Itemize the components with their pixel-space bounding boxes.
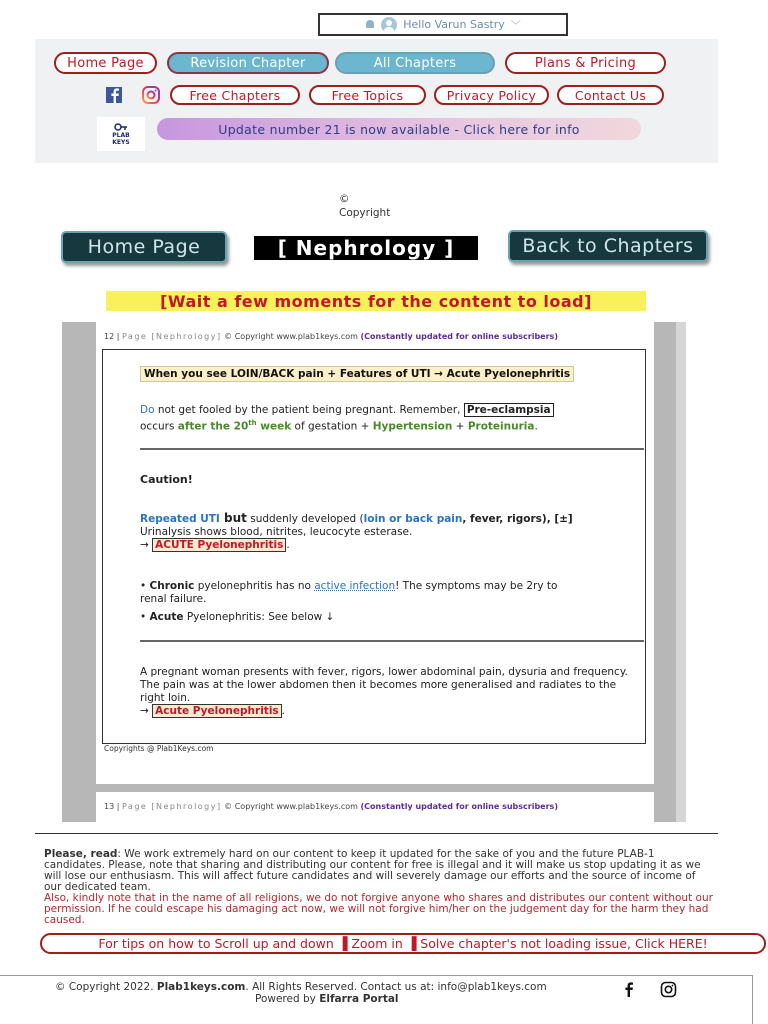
page-2-header [104, 802, 558, 811]
section-divider [35, 833, 718, 834]
pre-eclampsia-term: Pre-eclampsia [464, 403, 554, 417]
divider-2 [140, 640, 644, 642]
page-2-label: Page [Nephrology] [121, 802, 222, 811]
arrow-1: → [140, 539, 153, 551]
nav-privacy-policy[interactable]: Privacy Policy [434, 85, 549, 105]
loin-pain-term: loin or back pain [363, 513, 463, 525]
plus-sign: + [452, 420, 468, 433]
hypertension-term: Hypertension [372, 420, 453, 433]
period-2: . [286, 539, 290, 551]
key-icon [114, 122, 128, 132]
paragraph-acute [140, 611, 640, 624]
p1-text-c: of gestation + [291, 420, 373, 433]
acute-pyelonephritis-box-1: ACUTE Pyelonephritis [152, 538, 286, 552]
footer-powered: Powered by [255, 993, 320, 1005]
instagram-icon[interactable] [141, 85, 161, 105]
chevron-down-icon[interactable]: ﹀ [510, 21, 521, 32]
repeated-uti-term: Repeated UTI [140, 513, 220, 525]
help-tips-button[interactable]: For tips on how to Scroll up and down ▐ Zoom in ▐ Solve chapter's not loading issue, Click HERE! [40, 933, 766, 954]
bullet-2: • [140, 611, 150, 623]
user-greeting: Hello Varun Sastry [403, 18, 505, 31]
header-copyright: © Copyright [224, 332, 274, 341]
paragraph-repeated-uti [140, 512, 640, 552]
document-page-2 [96, 792, 654, 822]
copyright-word: Copyright [339, 207, 391, 219]
footer-edge [752, 975, 753, 1024]
footer-portal[interactable]: Elfarra Portal [319, 993, 399, 1005]
facebook-icon[interactable] [104, 86, 124, 104]
document-viewer[interactable] [62, 322, 686, 822]
update-notice-button[interactable]: Update number 21 is now available - Click here for info [157, 118, 641, 140]
bell-icon[interactable] [365, 20, 375, 30]
paragraph-chronic [140, 580, 640, 606]
footer-instagram-icon[interactable] [660, 981, 677, 1002]
chapter-title: [ Nephrology ] [254, 236, 478, 260]
notice-text: : We work extremely hard on our content to keep it updated for the sake of you and the future PLAB-1 candidates. Please, note that sharing and distributing our content for free is illegal and it will make us stop updating it as we will lose our enthusiasm. This will affect future candidates and will severely damage our efforts and the source of income of our dedicated team. [44, 848, 701, 893]
nav-home-page[interactable]: Home Page [54, 52, 157, 74]
key-point-highlight: When you see LOIN/BACK pain + Features of UTI → Acute Pyelonephritis [140, 366, 574, 382]
home-page-button[interactable]: Home Page [61, 231, 227, 263]
copyright-symbol: © [339, 193, 350, 205]
page-2-number: 13 | [104, 802, 120, 811]
p1-text-a: not get fooled by the patient being pregnant. Remember, [154, 404, 464, 416]
divider-1 [140, 448, 644, 450]
avatar-icon [381, 17, 397, 33]
nav-all-chapters[interactable]: All Chapters [335, 52, 495, 74]
plab1keys-logo[interactable] [97, 117, 145, 151]
active-infection-term: active infection [314, 580, 396, 592]
logo-line2: KEYS [112, 139, 130, 146]
page-header [104, 332, 558, 341]
p2-text-c: Urinalysis shows blood, nitrites, leucocyte esterase. [140, 526, 413, 538]
period: . [534, 420, 538, 433]
site-footer [55, 981, 655, 1005]
nav-panel [35, 39, 718, 163]
but-word: but [219, 511, 247, 525]
footer-rest: . All Rights Reserved. Contact us at: info@plab1keys.com [245, 981, 547, 993]
p2-text-a: suddenly developed ( [246, 513, 364, 525]
notice-bold: Please, read [44, 848, 118, 860]
p2-text-b: , fever, rigors), [±] [462, 513, 573, 525]
after-20: after the 20 [177, 420, 249, 433]
p4-text: Pyelonephritis: See below ↓ [183, 611, 335, 623]
case-text: A pregnant woman presents with fever, rigors, lower abdominal pain, dysuria and frequency. The pain was at the lower abdomen then it becomes more generalised and radiates to the right loin. [140, 666, 628, 704]
chronic-term: Chronic [149, 580, 195, 592]
header-subscribers: (Constantly updated for online subscribers) [360, 332, 558, 341]
proteinuria-term: Proteinuria [467, 420, 535, 433]
logo-line1: PLAB [112, 132, 130, 139]
nav-revision-chapter[interactable]: Revision Chapter [167, 52, 329, 74]
page-2-subscribers: (Constantly updated for online subscribers) [360, 802, 558, 811]
footer-site[interactable]: Plab1keys.com [156, 981, 246, 993]
nav-plans-pricing[interactable]: Plans & Pricing [505, 52, 666, 74]
p3-text-a: pyelonephritis has no [194, 580, 315, 592]
copyright-mark [339, 192, 409, 220]
paragraph-pregnancy [140, 404, 640, 434]
do-word: Do [140, 404, 155, 416]
p3-text-c: renal failure. [140, 593, 207, 605]
nav-contact-us[interactable]: Contact Us [557, 85, 664, 105]
nav-free-topics[interactable]: Free Topics [309, 85, 426, 105]
week-word: week [256, 420, 292, 433]
period-3: . [281, 705, 286, 717]
acute-term: Acute [149, 611, 184, 623]
loading-banner: [Wait a few moments for the content to load] [106, 291, 646, 311]
p1-text-b: occurs [140, 420, 178, 433]
page-2-copyright: © Copyright [224, 802, 274, 811]
bullet-1: • [140, 580, 150, 592]
user-menu[interactable] [318, 13, 568, 36]
arrow-2: → [140, 705, 153, 717]
acute-pyelonephritis-box-2: Acute Pyelonephritis [152, 704, 282, 718]
paragraph-case [140, 666, 638, 718]
superscript-th: th [248, 419, 257, 427]
footer-copyright: © Copyright 2022. [55, 981, 157, 993]
usage-notice [44, 849, 714, 926]
footer-divider [0, 975, 752, 976]
notice-red: Also, kindly note that in the name of all religions, we do not forgive anyone who shares and distributes our content without our permission. If he could escape his damaging act now, we will not forgive him/her on the judgement day for the harm they had caused. [44, 892, 713, 926]
header-site: www.plab1keys.com [276, 332, 358, 341]
page-label: Page [Nephrology] [121, 332, 222, 341]
p3-text-b: ! The symptoms may be 2ry to [395, 580, 558, 592]
footer-facebook-icon[interactable] [622, 981, 636, 1001]
page-2-site: www.plab1keys.com [276, 802, 358, 811]
back-to-chapters-button[interactable]: Back to Chapters [508, 230, 708, 262]
page-number: 12 | [104, 332, 120, 341]
viewer-scrollbar[interactable] [676, 322, 686, 822]
caution-heading: Caution! [140, 473, 193, 486]
nav-free-chapters[interactable]: Free Chapters [170, 85, 300, 105]
page-footer-copyright: Copyrights @ Plab1Keys.com [104, 744, 214, 753]
